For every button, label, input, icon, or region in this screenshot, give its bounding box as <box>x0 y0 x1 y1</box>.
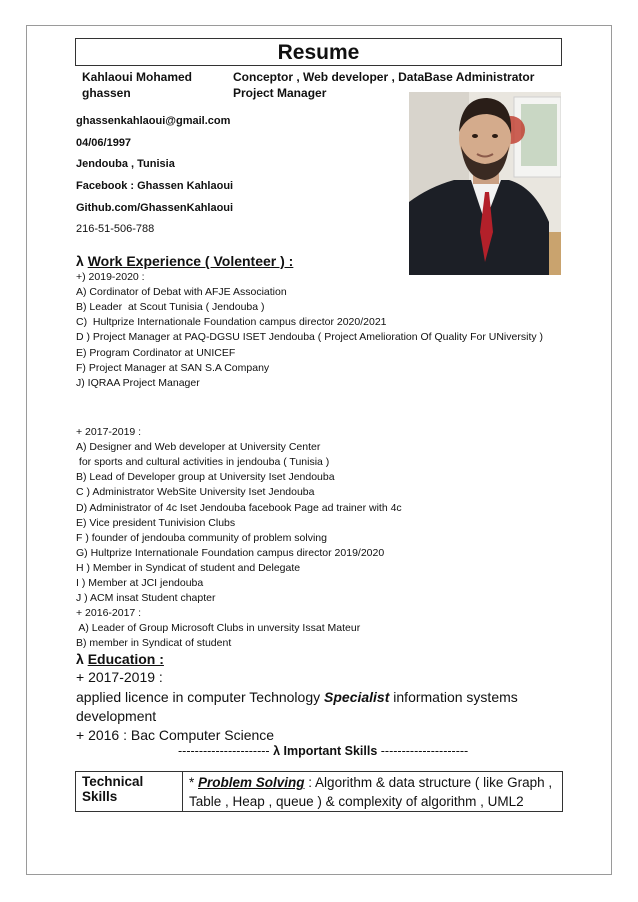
lambda-symbol: λ <box>273 744 281 758</box>
education-degree-cont: development <box>76 708 157 724</box>
dashes-right: --------------------- <box>380 744 469 758</box>
lambda-symbol: λ <box>76 651 84 667</box>
profile-photo <box>409 92 561 275</box>
work-line: G) Hultprize Internationale Foundation campus director 2019/2020 <box>76 546 385 559</box>
work-line: E) Program Cordinator at UNICEF <box>76 346 236 359</box>
education-degree <box>76 688 518 707</box>
work-heading-text: Work Experience ( Volenteer ) : <box>87 253 294 269</box>
work-line: C) Hultprize Internationale Foundation campus director 2020/2021 <box>76 316 387 329</box>
lambda-symbol: λ <box>76 253 84 269</box>
degree-text-end: information systems <box>389 689 518 705</box>
work-line: F) Project Manager at SAN S.A Company <box>76 361 270 374</box>
skills-table <box>75 771 563 812</box>
skill-text: : Algorithm & data structure ( like Graph , <box>304 775 553 790</box>
date-of-birth: 04/06/1997 <box>76 137 132 149</box>
work-line: +) 2019-2020 : <box>76 271 145 283</box>
dashes-left: ---------------------- <box>178 744 270 758</box>
work-line: A) Designer and Web developer at University Center <box>76 441 321 454</box>
work-line: + 2017-2019 : <box>76 426 142 438</box>
work-line: B) member in Syndicat of student <box>76 637 232 650</box>
work-line: D ) Project Manager at PAQ-DGSU ISET Jendouba ( Project Amelioration Of Quality For UNiversity ) <box>76 331 544 344</box>
degree-text: applied licence in computer Technology <box>76 689 325 705</box>
work-line: E) Vice president Tunivision Clubs <box>76 516 236 529</box>
work-line: I ) Member at JCI jendouba <box>76 577 204 589</box>
work-line: D) Administrator of 4c Iset Jendouba facebook Page ad trainer with 4c <box>76 501 402 514</box>
education-bac: + 2016 : Bac Computer Science <box>76 727 275 743</box>
bullet: * <box>189 775 199 790</box>
skills-heading-text: Important Skills <box>283 744 378 758</box>
work-line: J ) ACM insat Student chapter <box>76 592 216 605</box>
work-line: B) Lead of Developer group at University Iset Jendouba <box>76 471 335 484</box>
skills-heading <box>178 744 468 758</box>
skill-text-cont: Table , Heap , queue ) & complexity of algorithm , UML2 <box>189 794 524 809</box>
facebook[interactable]: Facebook : Ghassen Kahlaoui <box>76 180 234 192</box>
work-line: H ) Member in Syndicat of student and Delegate <box>76 561 301 574</box>
location: Jendouba , Tunisia <box>76 158 175 170</box>
work-line: for sports and cultural activities in jendouba ( Tunisia ) <box>76 456 330 469</box>
work-line: B) Leader at Scout Tunisia ( Jendouba ) <box>76 301 265 314</box>
education-period: + 2017-2019 : <box>76 669 163 685</box>
work-line: A) Cordinator of Debat with AFJE Association <box>76 286 287 299</box>
email[interactable]: ghassenkahlaoui@gmail.com <box>76 115 231 127</box>
degree-emphasis: Specialist <box>324 689 390 705</box>
work-line: F ) founder of jendouba community of problem solving <box>76 531 327 544</box>
education-heading <box>76 650 164 668</box>
phone: 216-51-506-788 <box>76 223 155 235</box>
skill-title: Problem Solving <box>198 775 305 790</box>
skills-row-content <box>184 772 562 811</box>
education-heading-text: Education : <box>87 651 164 667</box>
work-experience-heading <box>76 252 293 270</box>
work-line: + 2016-2017 : <box>76 607 142 620</box>
resume-title: Resume <box>75 38 562 66</box>
person-name: Kahlaoui Mohamed ghassen <box>82 70 193 100</box>
person-roles: Conceptor , Web developer , DataBase Administrator Project Manager <box>233 70 535 100</box>
work-line: A) Leader of Group Microsoft Clubs in unversity Issat Mateur <box>76 622 361 635</box>
work-line: C ) Administrator WebSite University Iset Jendouba <box>76 486 315 499</box>
skills-row-label: Technical Skills <box>76 772 183 811</box>
work-line: J) IQRAA Project Manager <box>76 376 200 389</box>
github[interactable]: Github.com/GhassenKahlaoui <box>76 202 234 214</box>
